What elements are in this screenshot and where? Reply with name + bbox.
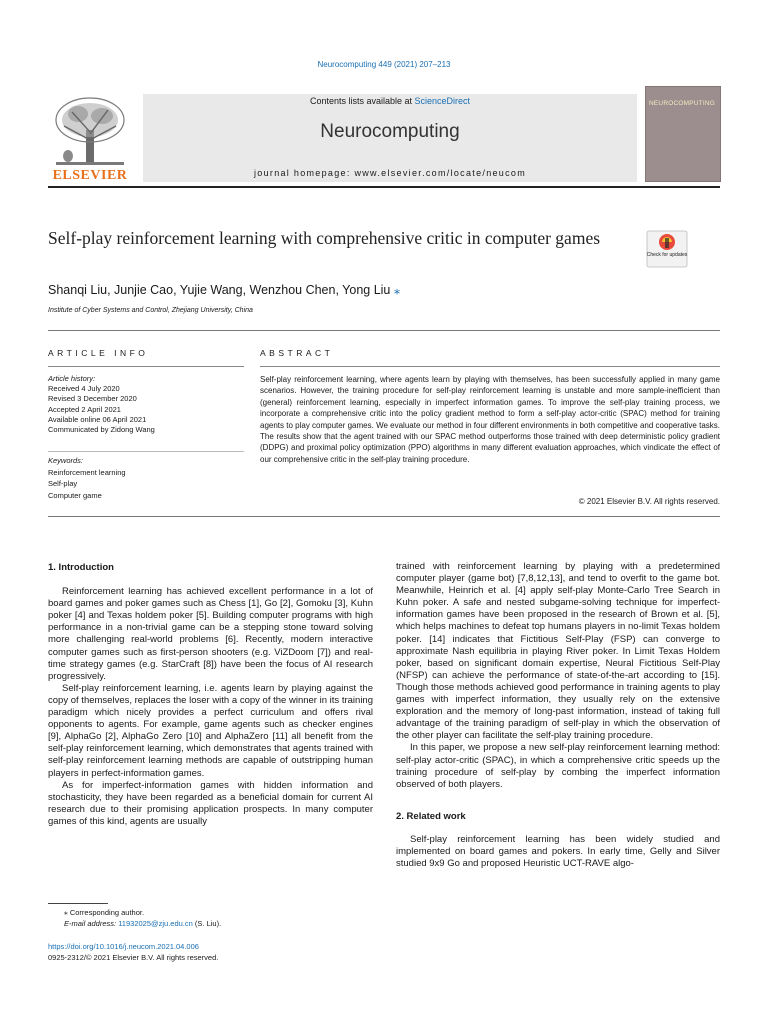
email-link[interactable]: 11932025@zju.edu.cn — [118, 919, 193, 928]
history-item: Available online 06 April 2021 — [48, 414, 147, 424]
paper-title: Self-play reinforcement learning with comprehensive critic in computer games — [48, 228, 601, 248]
section-heading-related-work: 2. Related work — [396, 810, 466, 822]
history-item: Received 4 July 2020 — [48, 384, 120, 394]
divider — [48, 366, 244, 367]
keywords — [48, 455, 244, 501]
publisher-name: ELSEVIER — [52, 168, 128, 183]
divider — [48, 516, 720, 517]
copyright-notice: © 2021 Elsevier B.V. All rights reserved. — [578, 497, 720, 506]
email-label: E-mail address: — [64, 919, 119, 928]
footnote-rule — [48, 903, 108, 904]
history-item: Accepted 2 April 2021 — [48, 404, 121, 414]
doi-block — [48, 941, 218, 963]
keyword: Self-play — [48, 479, 78, 488]
divider — [260, 366, 720, 367]
keyword: Computer game — [48, 490, 102, 500]
article-info-heading: ARTICLE INFO — [48, 348, 149, 358]
history-item: Communicated by Zidong Wang — [48, 425, 155, 435]
author-list — [48, 282, 400, 297]
divider — [48, 330, 720, 331]
abstract-heading: ABSTRACT — [260, 348, 334, 358]
body-column-right — [396, 561, 720, 870]
journal-reference-link[interactable]: Neurocomputing 449 (2021) 207–213 — [317, 60, 451, 69]
history-label: Article history: — [48, 374, 96, 383]
body-paragraph: Self-play reinforcement learning, i.e. agents learn by playing against the copy of themselves, replaces the loser with a copy of the winner in its training paradigm which nicely provides a perfect curriculum and offers rival opponents to agents. For example, game agents such as checker engines [9], AlphaGo [2], AlphaGo Zero [10] and AlphaZero [11] all benefit from the self-play reinforcement learning, which demonstrates that agents trained with self-play reinforcement learning methods are capable of outstripping human players in perfect-information games. — [48, 682, 373, 779]
email-suffix: (S. Liu). — [192, 919, 222, 928]
body-paragraph: As for imperfect-information games with hidden information and stochasticity, they have been regarded as a beneficial domain for current AI research due to their promising application prospects. In many computer games of this kind, agents are usually — [48, 779, 373, 827]
journal-homepage — [143, 168, 637, 178]
body-paragraph: Reinforcement learning has achieved excellent performance in a lot of board games and poker games such as Chess [1], Go [2], Gomoku [3], Kuhn poker [4] and Texas holdem poker [5]. Building computer programs with high performance in a non-trivial game can be a stepping stone toward solving more challenging real-world problems [6]. Recently, modern interactive computer games such as first-person shooters (e.g. ViZDoom [7]) and real-time strategy games (e.g. StarCraft [8]) have been the focus of AI research progressively. — [48, 586, 373, 682]
crossmark-icon[interactable] — [646, 230, 688, 268]
contents-line — [143, 96, 637, 106]
contents-prefix: Contents lists available at — [309, 96, 415, 106]
affiliation: Institute of Cyber Systems and Control, Zhejiang University, China — [48, 307, 253, 314]
history-item: Revised 3 December 2020 — [48, 394, 137, 404]
journal-name: Neurocomputing — [320, 121, 460, 142]
body-paragraph: Self-play reinforcement learning has been widely studied and implemented on board games and pokers. In early time, Gelly and Silver studied 9x9 Go and proposed Heuristic UCT-RAVE algo- — [396, 833, 720, 870]
crossmark-label: Check for updates — [646, 252, 688, 258]
corresponding-author-mark[interactable]: ⁎ — [393, 283, 401, 297]
corresponding-author-note: ⁎ Corresponding author. — [64, 908, 145, 917]
header-rule — [48, 186, 720, 188]
authors: Shanqi Liu, Junjie Cao, Yujie Wang, Wenzhou Chen, Yong Liu — [48, 283, 391, 297]
footnotes — [48, 907, 373, 929]
doi-link[interactable]: https://doi.org/10.1016/j.neucom.2021.04.006 — [48, 942, 199, 951]
homepage-prefix: journal homepage: — [253, 168, 355, 178]
body-paragraph: trained with reinforcement learning by playing with a predetermined computer player (game bot) [7,8,12,13], and tend to overfit to the game bot. Meanwhile, Heinrich et al. [4] apply self-play Monte-Carlo Tree Search in Kuhn poker. A safe and nested subgame-solving technique for imperfect-information games have been proposed in the research of Brown et al. [5], which helps machines to defeat top humans players in no-limit Texas holdem poker. [14] indicates that Fictitious Self-Play (FSP) can converge to approximate Nash equilibria in playing River poker. In Limit Texas Holdem poker, based on significant domain expertise, Neural Fictitious Self-Play (NFSP) can achieve the performance of state-of-the-art according to [15]. Though those methods achieved good performance in training agents to play games with imperfect information, they usually rely on the extensive exploration and the memory of long-past information, instead of taking full advantage of the training paradigm of self-play in which the observation of the other player can facilitate the self-play training procedure. — [396, 561, 720, 742]
article-history — [48, 374, 244, 435]
email-note — [48, 918, 373, 929]
issn-line: 0925-2312/© 2021 Elsevier B.V. All rights reserved. — [48, 953, 219, 962]
keywords-label: Keywords: — [48, 456, 84, 465]
keyword: Reinforcement learning — [48, 467, 126, 477]
divider — [48, 451, 244, 452]
body-column-left — [48, 562, 373, 828]
body-paragraph: In this paper, we propose a new self-play reinforcement learning method: self-play actor-critic (SPAC), in which a comprehensive critic speeds up the training procedure of self-play by combing the imperfect information observed of both players. — [396, 742, 720, 790]
homepage-url-link[interactable]: www.elsevier.com/locate/neucom — [354, 168, 527, 178]
abstract-text: Self-play reinforcement learning, where agents learn by playing with themselves, has been successfully applied in many game scenarios. However, the training procedure for self-play reinforcement learning is unstable and more sample-inefficient than (general) reinforcement learning, especially in imperfect information games. To improve the self-play training process, we incorporate a comprehensive critic into the policy gradient method to form a self-play actor-critic (SPAC) method for training agents to play computer games. We evaluate our method in four different environments in both competitive and cooperative tasks. The results show that the agent trained with our SPAC method outperforms those trained with deep deterministic policy gradient (DDPG) and proximal policy optimization (PPO) algorithms in many different evaluation approaches, which vindicate the effect of our comprehensive critic in the self-play training procedure. — [260, 375, 720, 464]
section-heading-introduction: 1. Introduction — [48, 562, 114, 573]
sciencedirect-link[interactable]: ScienceDirect — [414, 96, 471, 106]
cover-title: NEUROCOMPUTING — [649, 100, 715, 107]
